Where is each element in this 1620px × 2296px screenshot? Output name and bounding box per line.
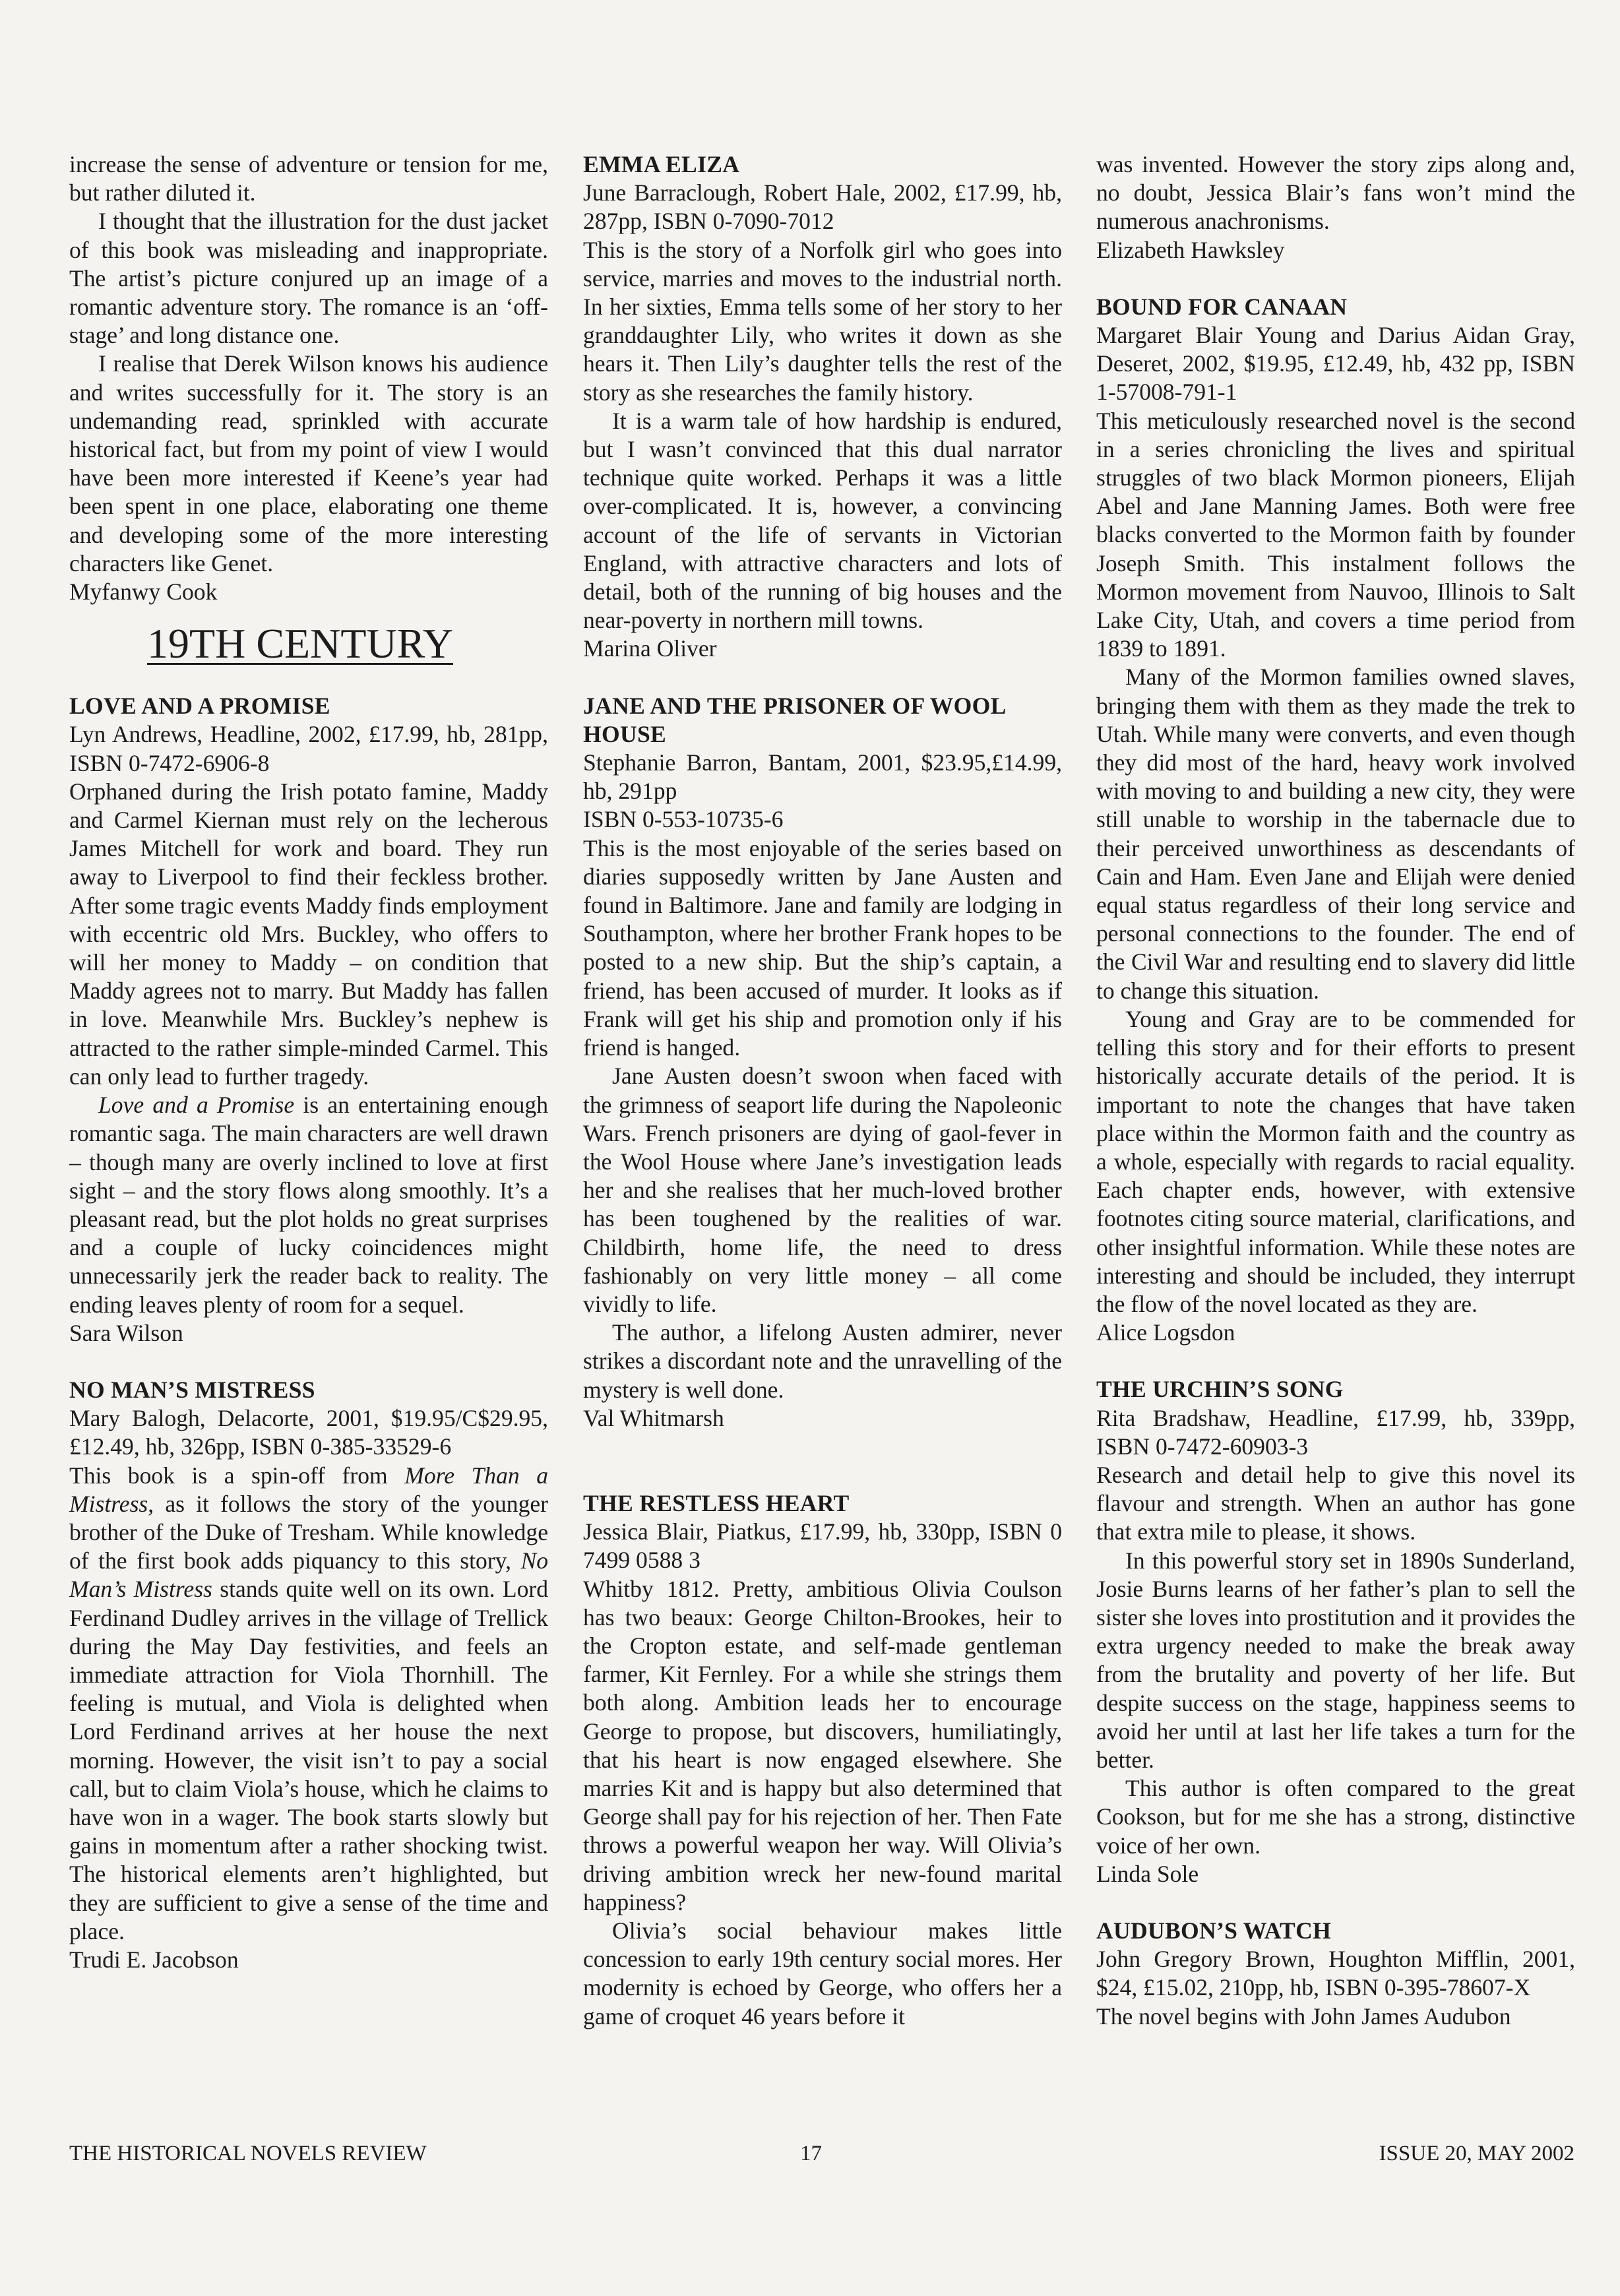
book-title-italic: Love and a Promise <box>98 1092 295 1119</box>
review-paragraph: It is a warm tale of how hardship is endured, but I wasn’t convinced that this dual narrator technique quite worked. Perhaps it was a little over-complicated. It is, however, a convincing account of the life of servants in Victorian England, with attractive characters and lots of detail, both of the running of big houses and the near-poverty in northern mill towns. <box>583 407 1062 634</box>
review-paragraph: Olivia’s social behaviour makes little concession to early 19th century social mores. Her modernity is echoed by George, who offers her a game of croquet 46 years before it <box>583 1917 1062 2030</box>
review-isbn: ISBN 0-553-10735-6 <box>583 806 784 833</box>
review-biblio: Rita Bradshaw, Headline, £17.99, hb, 339pp, ISBN 0-7472-60903-3 <box>1096 1404 1575 1460</box>
review-biblio: John Gregory Brown, Houghton Mifflin, 2001, $24, £15.02, 210pp, hb, ISBN 0-395-78607-X <box>1096 1946 1575 2001</box>
review-paragraph: This is the story of a Norfolk girl who goes into service, marries and moves to the industrial north. In her sixties, Emma tells some of her story to her granddaughter Lily, who writes it down as she hears it. Then Lily’s daughter tells the rest of the story as she researches the family history. <box>583 236 1062 406</box>
review-biblio: Jessica Blair, Piatkus, £17.99, hb, 330pp, ISBN 0 7499 0588 3 <box>583 1518 1062 1574</box>
continued-paragraph: increase the sense of adventure or tension for me, but rather diluted it. <box>69 151 548 206</box>
continued-paragraph: was invented. However the story zips along and, no doubt, Jessica Blair’s fans won’t mind the numerous anachronisms. <box>1096 151 1575 235</box>
review-text: This book is a spin-off from <box>69 1462 405 1489</box>
review-paragraph: The novel begins with John James Audubon <box>1096 2002 1511 2030</box>
section-title: 19TH CENTURY <box>147 620 453 667</box>
column-2 <box>583 150 1062 2031</box>
review-biblio: Mary Balogh, Delacorte, 2001, $19.95/C$29.95, £12.49, hb, 326pp, ISBN 0-385-33529-6 <box>69 1405 548 1460</box>
review-paragraph: This is the most enjoyable of the series based on diaries supposedly written by Jane Austen and found in Baltimore. Jane and family are lodging in Southampton, where her brother Frank hopes to be posted to a new ship. But the ship’s captain, a friend, has been accused of murder. It looks as if Frank will get his ship and promotion only if his friend is hanged. <box>583 834 1062 1061</box>
review-biblio: June Barraclough, Robert Hale, 2002, £17.99, hb, 287pp, ISBN 0-7090-7012 <box>583 179 1062 235</box>
reviewer-name: Sara Wilson <box>69 1319 183 1346</box>
column-3 <box>1096 150 1575 2031</box>
review-paragraph: I realise that Derek Wilson knows his audience and writes successfully for it. The story is an undemanding read, sprinkled with accurate historical fact, but from my point of view I would have been more interested if Keene’s year had been spent in one place, elaborating one theme and developing some of the more interesting characters like Genet. <box>69 350 548 576</box>
review-title: THE URCHIN’S SONG <box>1096 1376 1344 1403</box>
column-1 <box>69 150 548 1974</box>
review-paragraph: Jane Austen doesn’t swoon when faced with the grimness of seaport life during the Napoleonic Wars. French prisoners are dying of gaol-fever in the Wool House where Jane’s investigation leads her and she realises that her much-loved brother has been toughened by the realities of war. Childbirth, home life, the need to dress fashionably on very little money – all come vividly to life. <box>583 1063 1062 1317</box>
review-biblio: Margaret Blair Young and Darius Aidan Gray, Deseret, 2002, $19.95, £12.49, hb, 432 pp, ISBN 1-57008-791-1 <box>1096 322 1575 406</box>
review-biblio: Stephanie Barron, Bantam, 2001, $23.95,£14.99, hb, 291pp <box>583 749 1062 805</box>
review-biblio: Lyn Andrews, Headline, 2002, £17.99, hb, 281pp, ISBN 0-7472-6906-8 <box>69 721 548 776</box>
page-number: 17 <box>800 2142 822 2165</box>
review-text: , as it follows the story of the younger brother of the Duke of Tresham. While knowledge of the first book adds piquancy to this story, <box>69 1490 548 1574</box>
review-paragraph: Orphaned during the Irish potato famine, Maddy and Carmel Kiernan must rely on the lecherous James Mitchell for work and board. They run away to Liverpool to find their feckless brother. After some tragic events Maddy finds employment with eccentric old Mrs. Buckley, who offers to will her money to Maddy – on condition that Maddy agrees not to marry. But Maddy has fallen in love. Meanwhile Mrs. Buckley’s nephew is attracted to the rather simple-minded Carmel. This can only lead to further tragedy. <box>69 778 548 1090</box>
review-paragraph: Many of the Mormon families owned slaves, bringing them with them as they made the trek to Utah. While many were converts, and even though they did most of the hard, heavy work involved with moving to and building a new city, they were still unable to worship in the tabernacle due to their perceived unworthiness as descendants of Cain and Ham. Even Jane and Elijah were denied equal status regardless of their long service and personal connections to the founder. The end of the Civil War and resulting end to slavery did little to change this situation. <box>1096 664 1575 1004</box>
review-title: AUDUBON’S WATCH <box>1096 1917 1332 1944</box>
reviewer-name: Elizabeth Hawksley <box>1096 236 1285 263</box>
review-title: BOUND FOR CANAAN <box>1096 293 1348 320</box>
review-title: EMMA ELIZA <box>583 151 740 177</box>
book-title-italic: More Than a Mistress <box>69 1462 548 1517</box>
review-paragraph: This meticulously researched novel is the second in a series chronicling the lives and spiritual struggles of two black Mormon pioneers, Elijah Abel and Jane Manning James. Both were free blacks converted to the Mormon faith by founder Joseph Smith. This instalment follows the Mormon movement from Nauvoo, Illinois to Salt Lake City, Utah, and covers a time period from 1839 to 1891. <box>1096 407 1575 662</box>
review-text: stands quite well on its own. Lord Ferdinand Dudley arrives in the village of Trellick during the May Day festivities, and feels an immediate attraction for Viola Thornhill. The feeling is mutual, and Viola is delighted when Lord Ferdinand arrives at her house the next morning. However, the visit isn’t to pay a social call, but to claim Viola’s house, which he claims to have won in a wager. The book starts slowly but gains in momentum after a rather shocking twist. The historical elements aren’t highlighted, but they are sufficient to give a sense of the time and place. <box>69 1576 548 1944</box>
reviewer-name: Alice Logsdon <box>1096 1319 1235 1346</box>
review-title: NO MAN’S MISTRESS <box>69 1376 315 1403</box>
review-paragraph: This author is often compared to the great Cookson, but for me she has a strong, distinctive voice of her own. <box>1096 1775 1575 1859</box>
review-paragraph <box>69 1091 548 1319</box>
review-paragraph <box>69 1462 548 1946</box>
reviewer-name: Myfanwy Cook <box>69 578 218 605</box>
review-title: LOVE AND A PROMISE <box>69 693 330 720</box>
book-title-italic: No Man’s Mistress <box>69 1547 548 1603</box>
reviewer-name: Linda Sole <box>1096 1860 1199 1887</box>
review-paragraph: Research and detail help to give this novel its flavour and strength. When an author has gone that extra mile to please, it shows. <box>1096 1461 1575 1545</box>
review-paragraph: I thought that the illustration for the dust jacket of this book was misleading and inappropriate. The artist’s picture conjured up an image of a romantic adventure story. The romance is an ‘off-stage’ and long distance one. <box>69 208 548 349</box>
review-text: is an entertaining enough romantic saga. The main characters are well drawn – though many are overly inclined to love at first sight – and the story flows along smoothly. It’s a pleasant read, but the plot holds no great surprises and a couple of lucky coincidences might unnecessarily jerk the reader back to reality. The ending leaves plenty of room for a sequel. <box>69 1092 548 1318</box>
publication-name: THE HISTORICAL NOVELS REVIEW <box>69 2142 427 2165</box>
reviewer-name: Trudi E. Jacobson <box>69 1946 239 1973</box>
reviewer-name: Marina Oliver <box>583 635 717 662</box>
review-title: THE RESTLESS HEART <box>583 1489 850 1516</box>
reviewer-name: Val Whitmarsh <box>583 1404 724 1431</box>
review-title: JANE AND THE PRISONER OF WOOL HOUSE <box>583 692 1005 747</box>
review-paragraph: The author, a lifelong Austen admirer, never strikes a discordant note and the unravelling of the mystery is well done. <box>583 1319 1062 1403</box>
review-paragraph: In this powerful story set in 1890s Sunderland, Josie Burns learns of her father’s plan to sell the sister she loves into prostitution and it provides the extra urgency needed to make the break away from the brutality and poverty of her life. But despite success on the stage, happiness seems to avoid her until at last her life takes a turn for the better. <box>1096 1547 1575 1773</box>
issue-info: ISSUE 20, MAY 2002 <box>1379 2142 1574 2165</box>
review-paragraph: Young and Gray are to be commended for telling this story and for their efforts to present historically accurate details of the period. It is important to note the changes that have taken place within the Mormon faith and the country as a whole, especially with regards to racial equality. Each chapter ends, however, with extensive footnotes citing source material, clarifications, and other insightful information. While these notes are interesting and should be included, they interrupt the flow of the novel located as they are. <box>1096 1005 1575 1317</box>
review-paragraph: Whitby 1812. Pretty, ambitious Olivia Coulson has two beaux: George Chilton-Brookes, heir to the Cropton estate, and self-made gentleman farmer, Kit Fernley. For a while she strings them both along. Ambition leads her to encourage George to propose, but discovers, humiliatingly, that his heart is now engaged elsewhere. She marries Kit and is happy but also determined that George shall pay for his rejection of her. Then Fate throws a powerful weapon her way. Will Olivia’s driving ambition wreck her new-found marital happiness? <box>583 1575 1062 1915</box>
